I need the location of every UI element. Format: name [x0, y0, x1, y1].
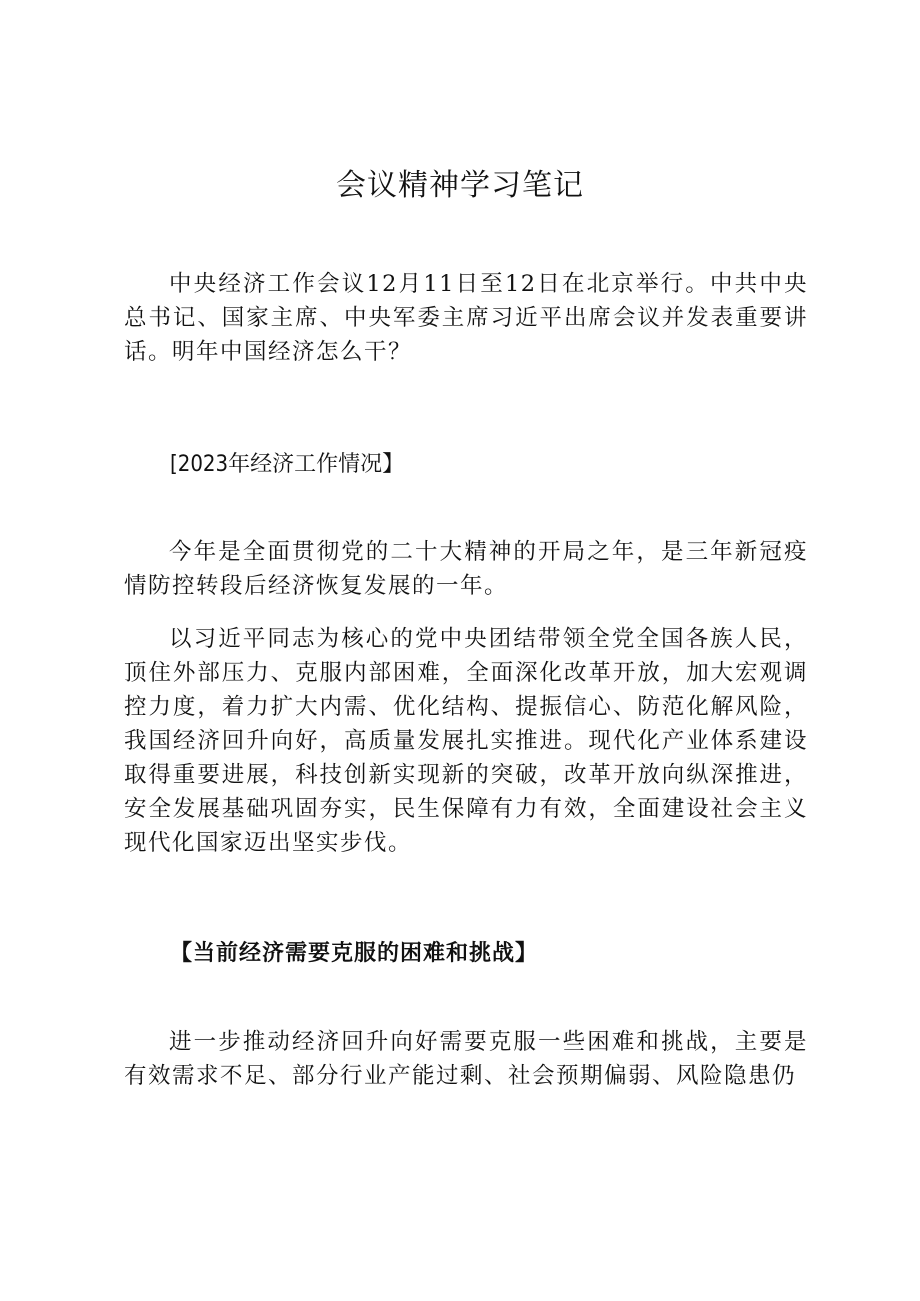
situation-paragraph-1: 今年是全面贯彻党的二十大精神的开局之年，是三年新冠疫情防控转段后经济恢复发展的一年。	[124, 539, 808, 599]
intro-paragraph: 中央经济工作会议12月11日至12日在北京举行。中共中央总书记、国家主席、中央军委主席习近平出席会议并发表重要讲话。明年中国经济怎么干？	[124, 271, 808, 365]
section-heading-challenges: 【当前经济需要克服的困难和挑战】	[170, 941, 539, 966]
document-title: 会议精神学习笔记	[336, 168, 584, 203]
challenges-paragraph: 进一步推动经济回升向好需要克服一些困难和挑战，主要是有效需求不足、部分行业产能过剩、社会预期偏弱、风险隐患仍	[124, 1029, 808, 1089]
section-heading-economic-situation: [2023年经济工作情况】	[170, 452, 405, 477]
situation-paragraph-2: 以习近平同志为核心的党中央团结带领全党全国各族人民，顶住外部压力、克服内部困难，全面深化改革开放，加大宏观调控力度，着力扩大内需、优化结构、提振信心、防范化解风险，我国经济回升向好，高质量发展扎实推进。现代化产业体系建设取得重要进展，科技创新实现新的突破，改革开放向纵深推进，安全发展基础巩固夯实，民生保障有力有效，全面建设社会主义现代化国家迈出坚实步伐。	[124, 626, 808, 856]
